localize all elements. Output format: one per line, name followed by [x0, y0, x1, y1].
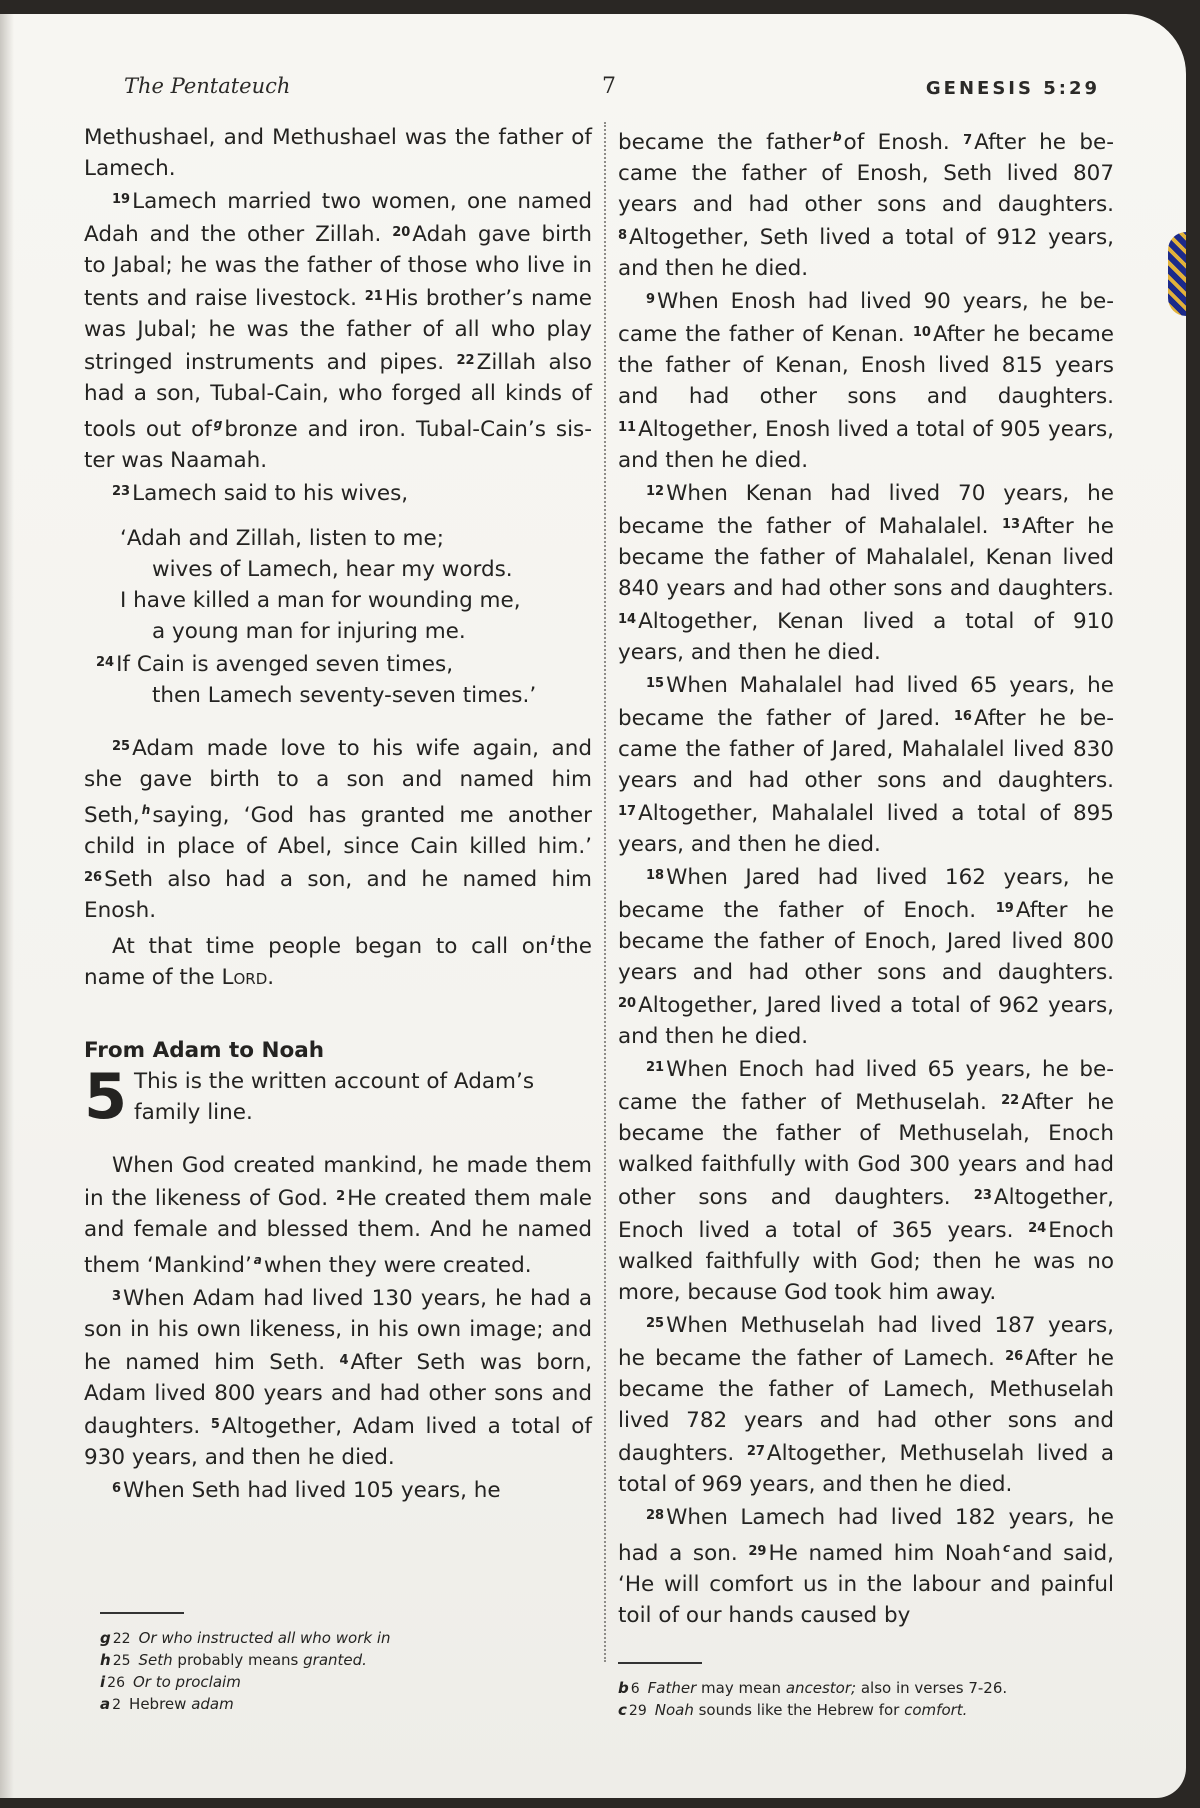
- chapter-intro: [84, 1060, 592, 1133]
- paragraph: [84, 1473, 592, 1506]
- verse-number: 25: [112, 739, 131, 754]
- section-title: The Pentateuch: [124, 74, 291, 98]
- footnote-marker[interactable]: b: [832, 130, 842, 144]
- verse-number: 4: [339, 1353, 349, 1368]
- verse-number: 22: [456, 353, 475, 368]
- poetry-line: $^{24}$If Cain is avenged seven times,: [96, 652, 454, 677]
- verse-text: Adah gave birth to Jabal; he was the father of those who live in tents and raise livestock.: [84, 222, 592, 311]
- thumb-index-tab: [1168, 232, 1186, 316]
- verse-number: 29: [748, 1544, 767, 1559]
- poetry-line: then Lamech seventy-seven times.’: [152, 683, 537, 708]
- footnote-marker[interactable]: g: [213, 417, 223, 431]
- verse-number: 22: [1001, 1093, 1020, 1108]
- paragraph: [84, 1150, 592, 1281]
- verse-text: When God created mankind, he made them in the likeness of God.: [84, 1153, 592, 1211]
- verse-number: 3: [112, 1289, 122, 1304]
- verse-text: When Seth had lived 105 years, he: [123, 1478, 501, 1503]
- verse-text: Zillah also had a son, Tubal-Cain, who forged all kinds of tools out of: [84, 350, 592, 442]
- verse-text: He created them male and female and blessed them. And he named them ‘Mankind’: [84, 1186, 592, 1278]
- poetry-line: ‘Adah and Zillah, listen to me;: [120, 526, 444, 551]
- verse-number: 23: [112, 484, 131, 499]
- paragraph: [84, 731, 592, 926]
- verse-number: 6: [112, 1481, 122, 1496]
- paragraph: $^{28}$When Lamech had lived 182 years, he had a son. $^{29}$He named him Noah $^c$and said, ‘He will comfort us in the labour and painful toil of our hands caused by: [618, 1505, 1114, 1628]
- verse-number: 13: [1001, 517, 1021, 532]
- verse-text: Adam made love to his wife again, and she gave birth to a son and named him Seth,: [84, 736, 592, 828]
- verse-number: 19: [995, 901, 1014, 916]
- verse-number: 18: [646, 868, 665, 883]
- chapter-number: 5: [84, 1060, 128, 1133]
- verse-number: 5: [210, 1417, 220, 1432]
- verse-number: 21: [646, 1060, 665, 1075]
- verse-number: 26: [1005, 1349, 1024, 1364]
- running-head: [0, 74, 1186, 104]
- paragraph: became the father $^b$of Enosh. $^7$After he became the father of Enosh, Seth lived 807 years and had other sons and daughters. $^8$Altogether, Seth lived a total of 912 years, and then he died.: [618, 130, 1115, 281]
- verse-number: 17: [618, 804, 637, 819]
- footnote-marker[interactable]: c: [1002, 1541, 1011, 1555]
- verse-number: 27: [746, 1444, 765, 1459]
- verse-text: This is the written account of Adam’s family line.: [134, 1069, 535, 1125]
- verse-text: Seth also had a son, and he named him Enosh.: [84, 867, 592, 923]
- verse-number: 9: [646, 292, 656, 307]
- verse-text: saying, ‘God has granted me another child in place of Abel, since Cain killed him.’: [84, 803, 592, 859]
- verse-number: 21: [364, 289, 383, 304]
- footnote: b 6 Father may mean ancestor; also in verses 7-26.: [618, 1679, 1008, 1697]
- paragraph: Methushael, and Methushael was the father of Lamech.: [84, 125, 592, 181]
- verse-number: 7: [963, 133, 973, 148]
- verse-number: 28: [646, 1508, 665, 1523]
- poetry-line: wives of Lamech, hear my words.: [152, 557, 513, 582]
- chapter-verse-reference: GENESIS 5:29: [925, 78, 1100, 99]
- poetry-line: I have killed a man for wounding me,: [120, 588, 521, 613]
- paragraph: $^9$When Enosh had lived 90 years, he became the father of Kenan. $^{10}$After he became the father of Kenan, Enosh lived 815 years and had other sons and daughters. $^{11}$Altogether, Enosh lived a total of 905 years, and then he died.: [618, 289, 1114, 473]
- paragraph: [84, 184, 592, 476]
- verse-number: 16: [953, 709, 972, 724]
- footnotes-right: [618, 1662, 1007, 1722]
- footnotes-left: [100, 1612, 391, 1716]
- paragraph: $^{21}$When Enoch had lived 65 years, he became the father of Methuselah. $^{22}$After he became the father of Methuselah, Enoch walked faithfully with God 300 years and had other sons and daughters. $^{23}$Altogether, Enoch lived a total of 365 years. $^{24}$Enoch walked faithfully with God; then he was no more, because God took him away.: [618, 1057, 1114, 1305]
- paragraph: $^{15}$When Mahalalel had lived 65 years, he became the father of Jared. $^{16}$After he became the father of Jared, Mahalalel lived 830 years and had other sons and daughters. $^{17}$Altogether, Mahalalel lived a total of 895 years, and then he died.: [618, 673, 1114, 857]
- paragraph: [84, 476, 592, 509]
- verse-number: 8: [618, 228, 628, 243]
- verse-number: 20: [392, 225, 411, 240]
- verse-text: Lamech said to his wives,: [132, 481, 409, 506]
- verse-number: 26: [84, 870, 103, 885]
- footnote-rule: [618, 1662, 702, 1664]
- verse-number: 24: [1028, 1221, 1047, 1236]
- verse-number: 19: [112, 192, 131, 207]
- page-number: 7: [602, 74, 616, 99]
- paragraph: [84, 1281, 592, 1473]
- verse-number: 20: [618, 996, 637, 1011]
- poetry-line: a young man for injuring me.: [152, 619, 466, 644]
- footnote: a 2 Hebrew adam: [100, 1695, 234, 1713]
- footnote: g 22 Or who instructed all who work in: [100, 1629, 391, 1647]
- section-heading: From Adam to Noah: [84, 1038, 325, 1063]
- verse-text: After Seth was born, Adam lived 800 years and had other sons and daughters.: [84, 1350, 592, 1439]
- verse-text: His brother’s name was Jubal; he was the father of all who play stringed instruments and pipes.: [84, 286, 592, 375]
- verse-number: 15: [646, 676, 665, 691]
- verse-number: 11: [618, 420, 637, 435]
- verse-text: Lamech married two women, one named Adah and the other Zillah.: [84, 189, 592, 247]
- verse-number: 24: [96, 655, 115, 670]
- verse-text: when they were created.: [263, 1253, 532, 1278]
- verse-number: 14: [618, 612, 637, 627]
- paragraph: At that time people began to call on $^i$the name of the Lord.: [84, 934, 592, 990]
- footnote: c 29 Noah sounds like the Hebrew for comfort.: [618, 1701, 968, 1719]
- verse-number: 10: [912, 325, 931, 340]
- footnote-marker[interactable]: i: [550, 934, 555, 948]
- left-column: [84, 122, 592, 1506]
- verse-number: 12: [646, 484, 665, 499]
- column-divider: [604, 122, 606, 1662]
- bible-page: [0, 14, 1186, 1798]
- footnote: i 26 Or to proclaim: [100, 1673, 241, 1691]
- divine-name: Lord: [221, 965, 268, 990]
- footnote: h 25 Seth probably means granted.: [100, 1651, 367, 1669]
- verse-number: 23: [973, 1188, 992, 1203]
- paragraph: $^{12}$When Kenan had lived 70 years, he became the father of Mahalalel. $^{13}$After he became the father of Mahalalel, Kenan lived 840 years and had other sons and daughters. $^{14}$Altogether, Kenan lived a total of 910 years, and then he died.: [618, 481, 1114, 665]
- footnote-marker[interactable]: h: [141, 803, 151, 817]
- page-gutter-shadow: [0, 14, 14, 1798]
- verse-text: bronze and iron. Tubal-Cain’s sister was Naamah.: [84, 417, 593, 473]
- verse-text: Altogether, Adam lived a total of 930 years, and then he died.: [84, 1414, 592, 1470]
- paragraph: $^{18}$When Jared had lived 162 years, he became the father of Enoch. $^{19}$After he became the father of Enoch, Jared lived 800 years and had other sons and daughters. $^{20}$Altogether, Jared lived a total of 962 years, and then he died.: [618, 865, 1114, 1049]
- verse-number: 25: [646, 1316, 665, 1331]
- footnote-rule: [100, 1612, 184, 1614]
- right-column: [618, 122, 1114, 1631]
- footnote-marker[interactable]: a: [253, 1253, 262, 1267]
- verse-number: 2: [336, 1189, 346, 1204]
- paragraph: $^{25}$When Methuselah had lived 187 years, he became the father of Lamech. $^{26}$After he became the father of Lamech, Methuselah lived 782 years and had other sons and daughters. $^{27}$Altogether, Methuselah lived a total of 969 years, and then he died.: [618, 1313, 1114, 1497]
- verse-text: When Adam had lived 130 years, he had a son in his own likeness, in his own image; and he named him Seth.: [84, 1286, 592, 1375]
- poetry-block: [84, 523, 592, 711]
